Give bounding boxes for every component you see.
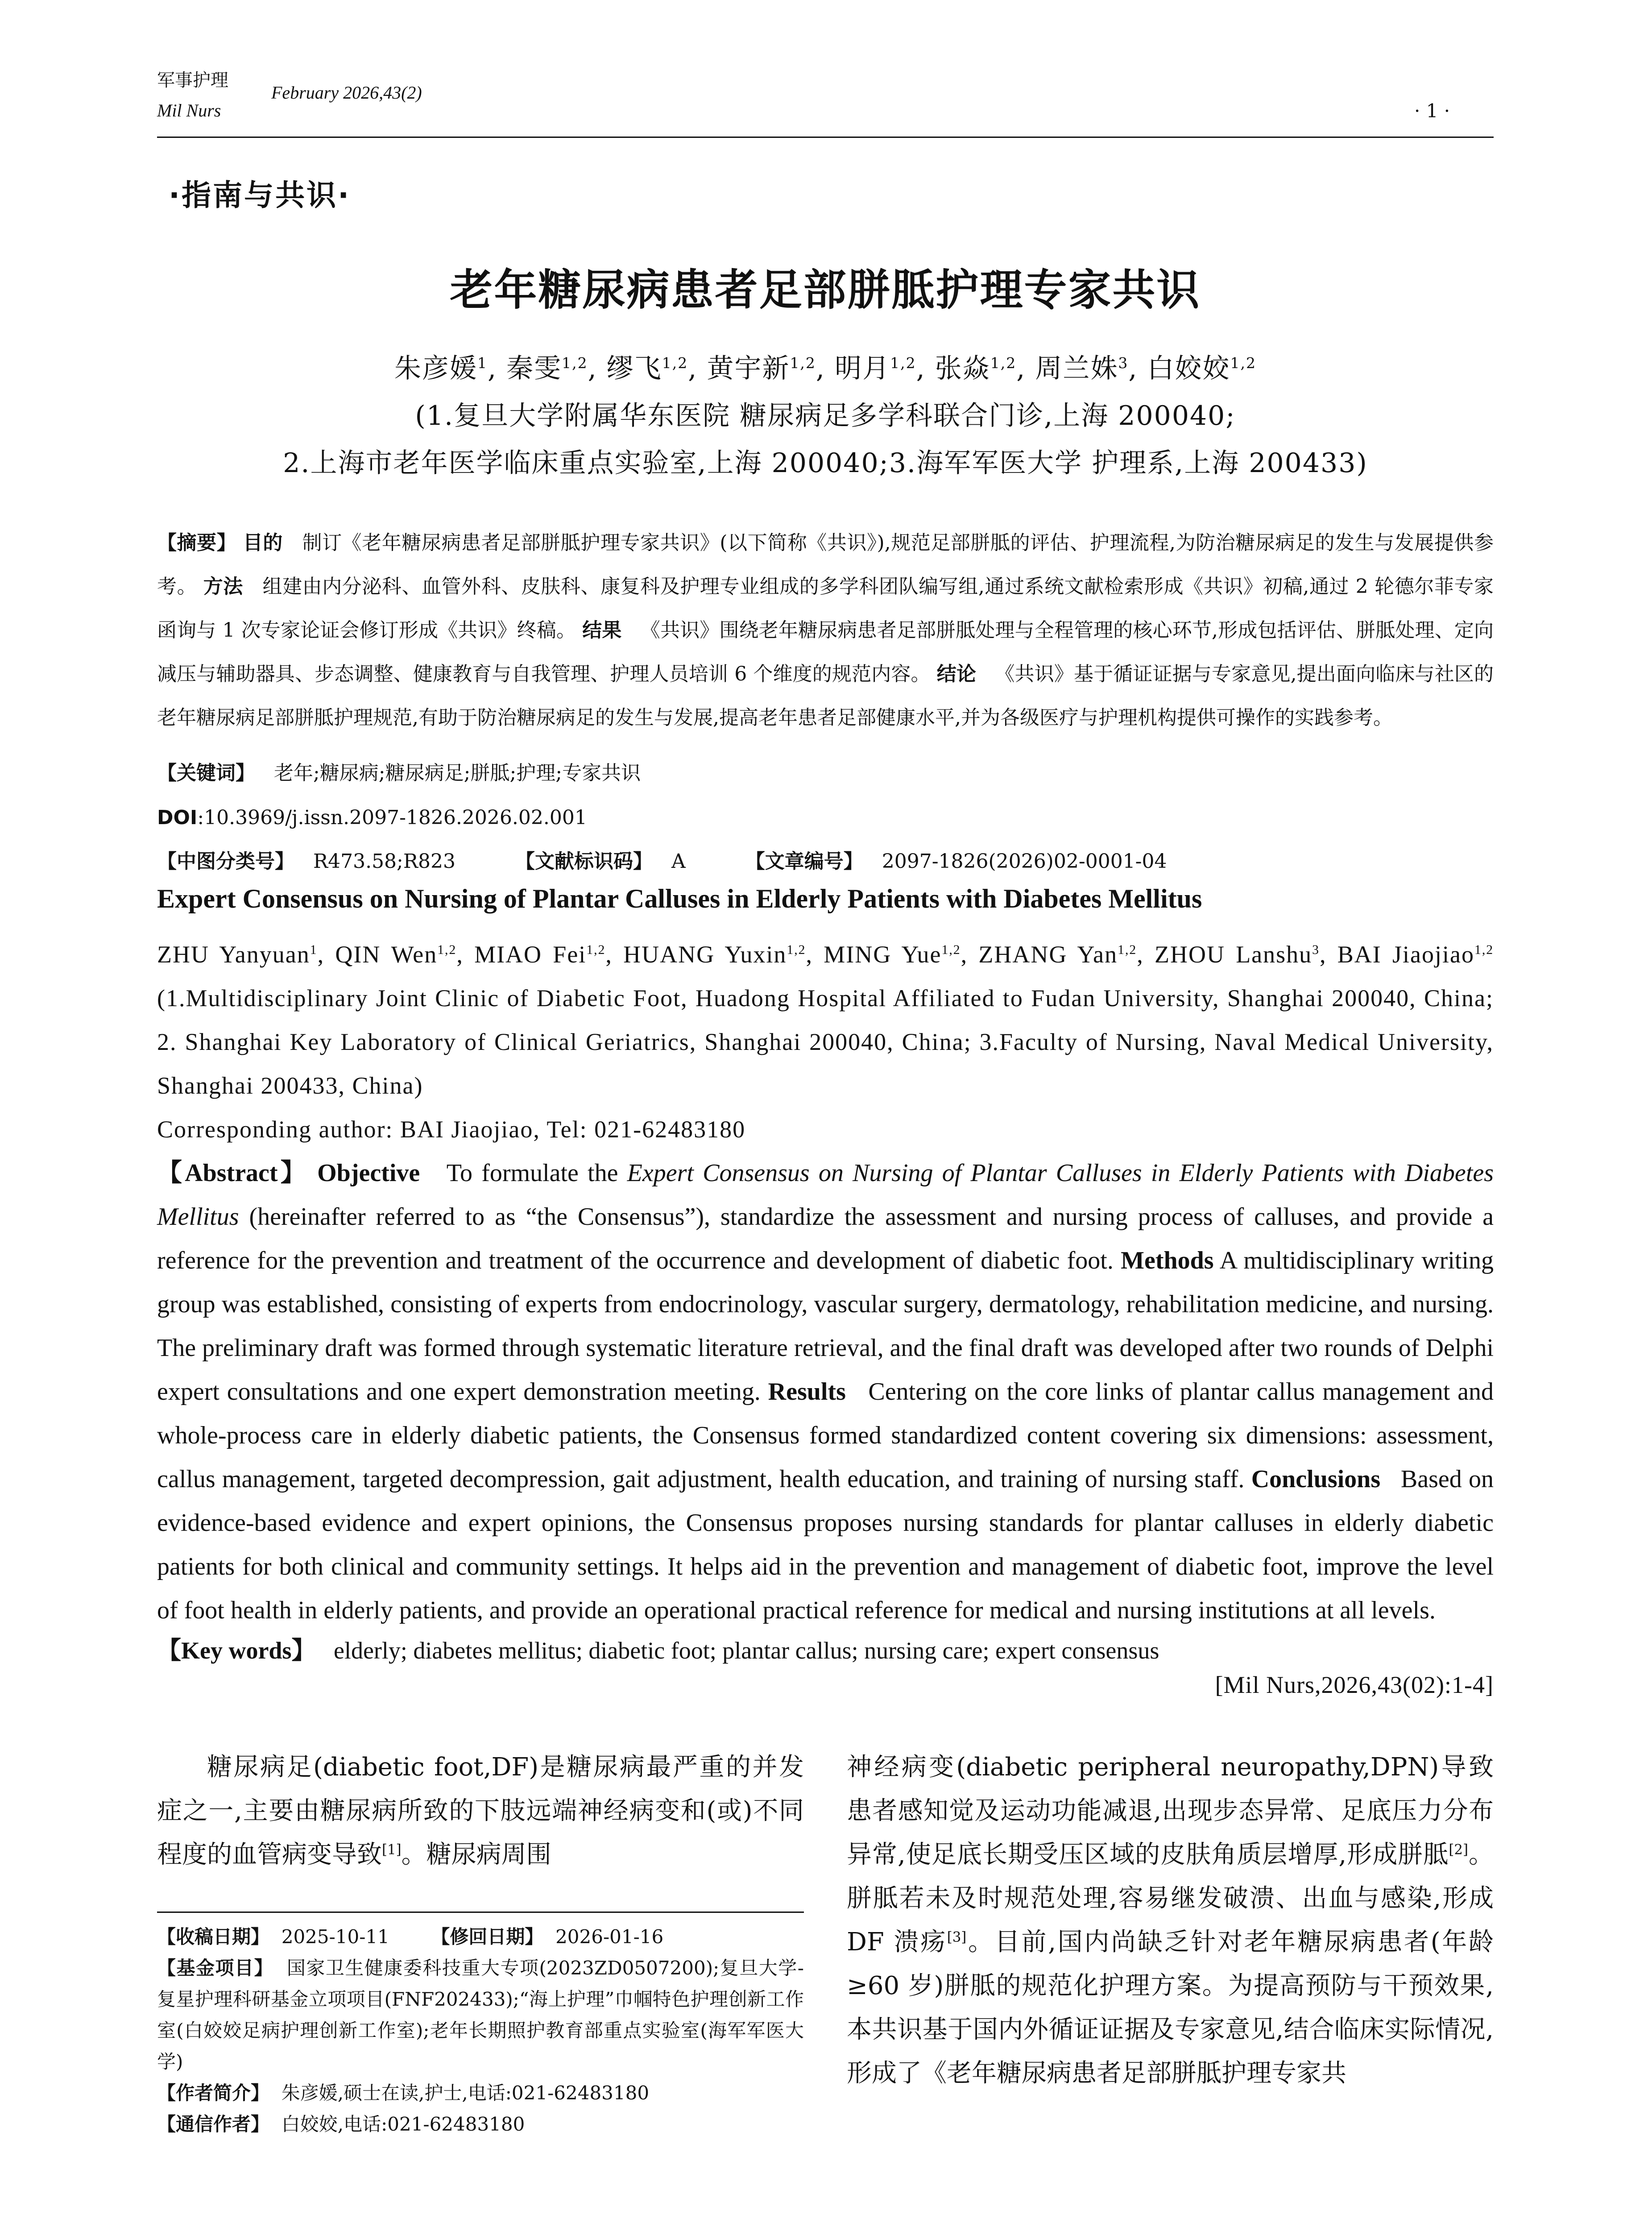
abstract-en-label: 【Abstract】 [157,1159,308,1187]
author-affiliation: 1,2 [586,943,606,957]
article-number-value: 2097-1826(2026)02-0001-04 [882,850,1167,873]
classification-line [157,840,1494,883]
doc-code-value: A [671,850,686,873]
body-text: 神经病变(diabetic peripheral neuropathy,DPN)导致患者感知觉及运动功能减退,出现步态异常、足底压力分布异常,使足底长期受压区域的皮肤角质层增厚,形成胼胝 [847,1753,1494,1869]
fund-text: 国家卫生健康委科技重大专项(2023ZD0507200);复旦大学-复星护理科研基金立项项目(FNF202433);“海上护理”巾帼特色护理创新工作室(白姣姣足病护理创新工作室);老年长期照护教育部重点实验室(海军军医大学) [157,1957,804,2073]
body-right-column [847,1746,1494,2095]
clc-label: 【中图分类号】 [157,850,294,873]
author-affiliation: 1,2 [1230,354,1256,372]
author-affiliation: 1,2 [787,943,806,957]
objective-text: 制订《老年糖尿病患者足部胼胝护理专家共识》(以下简称《共识》),规范足部胼胝的评估、护理流程,为防治糖尿病足的发生与发展提供参考。 [157,531,1494,598]
author-name: 明月 [835,353,890,384]
author-name: 秦雯 [506,353,562,384]
body-text: 。目前,国内尚缺乏针对老年糖尿病患者(年龄≥60 岁)胼胝的规范化护理方案。为提高预防与干预效果,本共识基于国内外循证证据及专家意见,结合临床实际情况,形成了《老年糖尿病患者足部胼胝护理专家共 [847,1928,1494,2088]
citation: [Mil Nurs,2026,43(02):1-4] [1215,1671,1494,1698]
author-affiliation: 1,2 [1474,943,1494,957]
corresponding-text: 白姣姣,电话:021-62483180 [281,2113,525,2135]
keywords-en [157,1629,1494,1672]
author-affiliation: 1,2 [890,354,916,372]
received-label: 【收稿日期】 [157,1926,270,1948]
keywords-cn [157,751,1494,795]
author-name: 张焱 [935,353,990,384]
footnote-rule [157,1912,804,1913]
author-affiliation: 1 [477,354,488,372]
author-name: 周兰姝 [1035,353,1118,384]
doc-code-label: 【文献标识码】 [515,850,653,873]
author-name-en: BAI Jiaojiao [1337,941,1474,968]
author-bio-text: 朱彦媛,硕士在读,护士,电话:021-62483180 [281,2082,650,2104]
body-text: 。糖尿病周围 [401,1840,551,1869]
journal-name-cn: 军事护理 [157,70,228,91]
author-name-en: MING Yue [824,941,942,968]
objective-en-label: Objective [317,1159,420,1187]
author-name: 黄宇新 [707,353,790,384]
author-name-en: QIN Wen [335,941,438,968]
footnotes [157,1921,804,2140]
objective-en-title: Expert Consensus on Nursing of Plantar Calluses in Elderly Patients with Diabetes Mellitus [157,1159,1494,1231]
objective-en-text-pre: To formulate the [446,1159,627,1187]
corresponding-author-cn [157,2109,804,2140]
doi-line [157,796,1494,840]
column-name: ·指南与共识· [169,178,351,212]
author-bio-label: 【作者简介】 [157,2082,270,2104]
doi-value: :10.3969/j.issn.2097-1826.2026.02.001 [197,806,587,829]
methods-en-label: Methods [1121,1247,1214,1274]
keywords-en-value: elderly; diabetes mellitus; diabetic foot; plantar callus; nursing care; expert consensus [333,1637,1159,1664]
author-affiliation: 1,2 [941,943,961,957]
authors-en: ZHU Yanyuan$^1$, QIN Wen$^{1,2}$, MIAO Fei$^{1,2}$, HUANG Yuxin$^{1,2}$, MING Yue$^{1,2}$, ZHANG Yan$^{1,2}$, ZHOU Lanshu$^3$, BAI Jiaojiao$^{1,2}$ (1.Multidisciplinary Joint Clinic of Diabetic Foot, Huadong Hospital Affiliated to Fudan University, Shanghai 200040, China; 2. Shanghai Key Laboratory of Clinical Geriatrics, Shanghai 200040, China; 3.Faculty of Nursing, Naval Medical University, Shanghai 200433, China) [157,941,1494,1099]
author-name-en: HUANG Yuxin [623,941,787,968]
revised-label: 【修回日期】 [431,1926,544,1948]
author-affiliation: 1,2 [990,354,1017,372]
author-name: 缪飞 [606,353,662,384]
conclusions-en-text: Based on evidence-based evidence and expert opinions, the Consensus proposes nursing standards for plantar calluses in elderly diabetic patients for both clinical and community settings. It helps aid in the prevention and management of diabetic foot, improve the level of foot health in elderly patients, and provide an operational practical reference for medical and nursing institutions at all levels. [157,1465,1494,1624]
header-rule [157,137,1494,138]
author-name: 白姣姣 [1147,353,1230,384]
keywords-en-label: 【Key words】 [157,1637,316,1664]
author-affiliation: 3 [1118,354,1129,372]
issue-info: February 2026,43(2) [271,83,422,103]
journal-name-en: Mil Nurs [157,100,221,120]
keywords-label: 【关键词】 [157,762,255,784]
body-text: 。胼胝若未及时规范处理,容易继发破溃、出血与感染,形成 DF 溃疡 [847,1840,1494,1957]
methods-en-text: A multidisciplinary writing group was established, consisting of experts from endocrinology, vascular surgery, dermatology, rehabilitation medicine, and nursing. The preliminary draft was formed through systematic literature retrieval, and the final draft was developed after two rounds of Delphi expert consultations and one expert demonstration meeting. [157,1247,1494,1406]
results-text: 《共识》围绕老年糖尿病患者足部胼胝处理与全程管理的核心环节,形成包括评估、胼胝处理、定向减压与辅助器具、步态调整、健康教育与自我管理、护理人员培训 6 个维度的规范内容。 [157,619,1494,685]
author-affiliation: 3 [1312,943,1320,957]
page-number: · 1 · [1414,100,1450,122]
results-label: 结果 [582,619,622,642]
objective-label: 目的 [243,531,283,554]
author-affiliation: 1,2 [662,354,688,372]
article-number-label: 【文章编号】 [745,850,863,873]
methods-label: 方法 [203,575,243,598]
author-affiliation: 1,2 [790,354,816,372]
received-dates [157,1921,804,1953]
fund-label: 【基金项目】 [157,1957,274,1979]
revised-date: 2026-01-16 [555,1926,664,1948]
author-affiliation: 1,2 [437,943,457,957]
author-affiliation: 1,2 [562,354,588,372]
objective-en-text-post: (hereinafter referred to as “the Consensus”), standardize the assessment and nursing process of calluses, and provide a reference for the prevention and treatment of the occurrence and development of diabetic foot. [157,1203,1494,1274]
corresponding-author-en: Corresponding author: BAI Jiaojiao, Tel: 021-62483180 [157,1116,746,1143]
methods-text: 组建由内分泌科、血管外科、皮肤科、康复科及护理专业组成的多学科团队编写组,通过系统文献检索形成《共识》初稿,通过 2 轮德尔菲专家函询与 1 次专家论证会修订形成《共识》终稿。 [157,575,1494,642]
fund-info [157,1953,804,2078]
conclusions-en-label: Conclusions [1251,1465,1381,1493]
author-affiliation: 1 [310,943,318,957]
body-text: 糖尿病足(diabetic foot,DF)是糖尿病最严重的并发症之一,主要由糖尿病所致的下肢远端神经病变和(或)不同程度的血管病变导致 [157,1753,804,1869]
reference-link[interactable]: [3] [947,1929,967,1945]
title-en: Expert Consensus on Nursing of Plantar Calluses in Elderly Patients with Diabetes Mellitus [157,884,1202,913]
abstract-label: 【摘要】 [157,531,237,554]
results-en-label: Results [768,1378,846,1406]
abstract-en [157,1151,1494,1632]
page-title: 老年糖尿病患者足部胼胝护理专家共识 [450,265,1201,315]
authors-cn: 朱彦媛$^1$, 秦雯$^{1,2}$, 缪飞$^{1,2}$, 黄宇新$^{1,2}$, 明月$^{1,2}$, 张焱$^{1,2}$, 周兰姝$^3$, 白姣姣$^{1,2}$ [394,353,1256,384]
doi-label: DOI [157,806,198,829]
body-left-column [157,1746,804,1877]
affiliation-cn-line-2: 2.上海市老年医学临床重点实验室,上海 200040;3.海军军医大学 护理系,上海 200433) [283,448,1368,479]
results-en-text: Centering on the core links of plantar callus management and whole-process care in elderly diabetic patients, the Consensus formed standardized content covering six dimensions: assessment, callus management, targeted decompression, gait adjustment, health education, and training of nursing staff. [157,1378,1494,1493]
author-name: 朱彦媛 [394,353,477,384]
received-date: 2025-10-11 [281,1926,389,1948]
affiliation-cn-line-1: (1.复旦大学附属华东医院 糖尿病足多学科联合门诊,上海 200040; [415,400,1236,431]
conclusions-text: 《共识》基于循证证据与专家意见,提出面向临床与社区的老年糖尿病足部胼胝护理规范,有助于防治糖尿病足的发生与发展,提高老年患者足部健康水平,并为各级医疗与护理机构提供可操作的实践参考。 [157,663,1494,729]
reference-link[interactable]: [1] [382,1841,402,1858]
reference-link[interactable]: [2] [1449,1841,1468,1858]
author-affiliation: 1,2 [1118,943,1137,957]
author-name-en: ZHU Yanyuan [157,941,310,968]
keywords-value: 老年;糖尿病;糖尿病足;胼胝;护理;专家共识 [273,762,641,784]
author-bio [157,2078,804,2109]
affiliations-en: (1.Multidisciplinary Joint Clinic of Diabetic Foot, Huadong Hospital Affiliated to Fudan University, Shanghai 200040, China; 2. Shanghai Key Laboratory of Clinical Geriatrics, Shanghai 200040, China; 3.Faculty of Nursing, Naval Medical University, Shanghai 200433, China) [157,985,1494,1099]
corresponding-label: 【通信作者】 [157,2113,270,2135]
clc-value: R473.58;R823 [313,850,455,873]
author-name-en: ZHANG Yan [978,941,1118,968]
abstract-cn [157,521,1494,740]
conclusions-label: 结论 [936,663,977,685]
author-name-en: MIAO Fei [474,941,587,968]
author-name-en: ZHOU Lanshu [1154,941,1312,968]
